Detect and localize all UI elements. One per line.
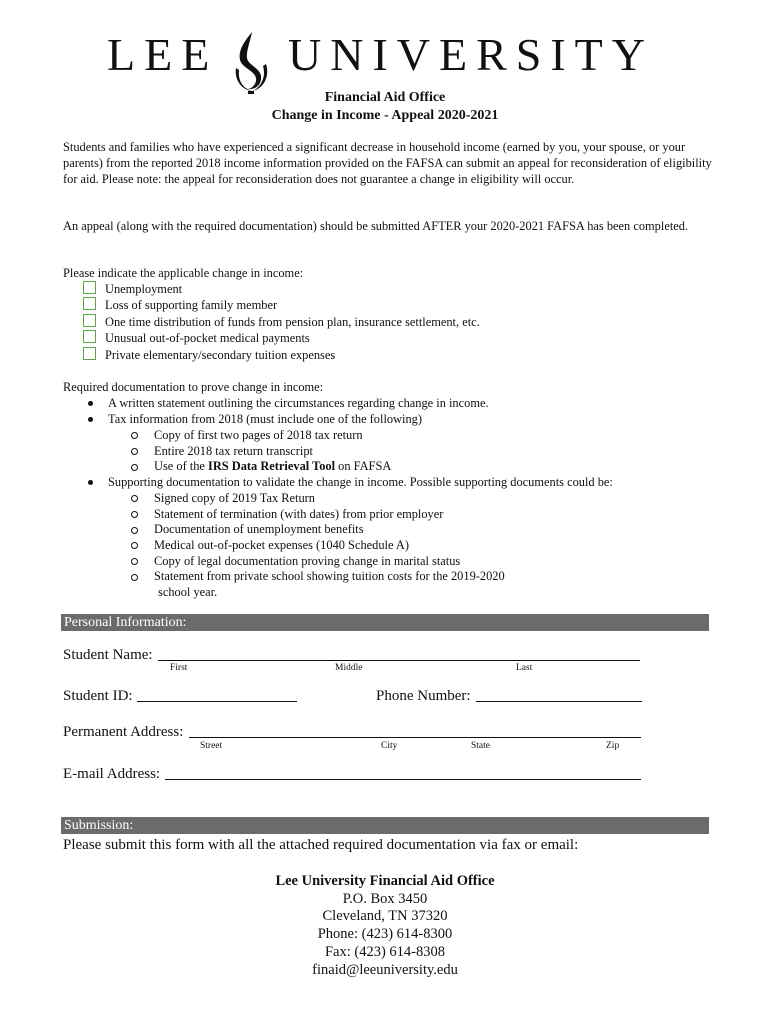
email-label: E-mail Address: bbox=[63, 766, 161, 782]
sub-bullet-icon bbox=[131, 574, 138, 581]
personal-info-heading: Personal Information: bbox=[61, 614, 709, 631]
student-name-label: Student Name: bbox=[63, 647, 153, 663]
tax-item bbox=[154, 458, 391, 474]
checkbox[interactable] bbox=[83, 330, 96, 343]
irs-tool-name: IRS Data Retrieval Tool bbox=[208, 459, 336, 473]
sub-bullet-icon bbox=[131, 448, 138, 455]
last-name-caption: Last bbox=[516, 663, 533, 673]
city-caption: City bbox=[381, 741, 398, 751]
office-email[interactable]: finaid@leeuniversity.edu bbox=[312, 962, 458, 978]
phone-number-label: Phone Number: bbox=[376, 688, 471, 704]
required-item: A written statement outlining the circumstances regarding change in income. bbox=[108, 396, 489, 410]
sub-bullet-icon bbox=[131, 558, 138, 565]
phone-number-field[interactable] bbox=[476, 701, 642, 702]
support-item-continued: school year. bbox=[158, 585, 218, 599]
student-name-field[interactable] bbox=[158, 660, 640, 661]
checkbox[interactable] bbox=[83, 314, 96, 327]
tax-item: Entire 2018 tax return transcript bbox=[154, 444, 313, 458]
intro-paragraph: Students and families who have experienced a significant decrease in household income (earned by you, your spouse, or your parents) from the reported 2018 income information provided on the FAFSA can submit an appeal for reconsideration of eligibility for aid. Please note: the appeal for reconsideration does not guarantee a change in eligibility will occur. bbox=[63, 140, 712, 186]
support-item: Documentation of unemployment benefits bbox=[154, 522, 364, 536]
change-option[interactable] bbox=[83, 314, 480, 330]
office-city-state: Cleveland, TN 37320 bbox=[322, 908, 448, 924]
logo-text-university: UNIVERSITY bbox=[288, 29, 654, 80]
office-phone: Phone: (423) 614-8300 bbox=[317, 926, 453, 942]
tax-item-text: on FAFSA bbox=[335, 459, 392, 473]
support-item: Statement from private school showing tuition costs for the 2019-2020 bbox=[154, 569, 505, 583]
sub-bullet-icon bbox=[131, 511, 138, 518]
checkbox[interactable] bbox=[83, 281, 96, 294]
change-option-label: Loss of supporting family member bbox=[105, 298, 278, 312]
submission-heading: Submission: bbox=[61, 817, 709, 834]
permanent-address-label: Permanent Address: bbox=[63, 724, 184, 740]
support-item: Medical out-of-pocket expenses (1040 Schedule A) bbox=[154, 538, 409, 552]
office-fax: Fax: (423) 614-8308 bbox=[324, 944, 445, 960]
required-item: Supporting documentation to validate the change in income. Possible supporting documents could be: bbox=[108, 475, 613, 489]
change-option[interactable] bbox=[83, 297, 277, 313]
change-option[interactable] bbox=[83, 347, 335, 363]
submission-instruction: Please submit this form with all the attached required documentation via fax or email: bbox=[63, 837, 579, 853]
tax-item: Copy of first two pages of 2018 tax return bbox=[154, 428, 363, 442]
office-title: Financial Aid Office bbox=[324, 90, 446, 105]
changes-prompt: Please indicate the applicable change in income: bbox=[63, 266, 304, 280]
first-name-caption: First bbox=[170, 663, 188, 673]
change-option[interactable] bbox=[83, 330, 310, 346]
student-id-field[interactable] bbox=[137, 701, 297, 702]
student-id-label: Student ID: bbox=[63, 688, 133, 704]
deadline-paragraph: An appeal (along with the required documentation) should be submitted AFTER your 2020-2021 FAFSA has been completed. bbox=[63, 219, 689, 233]
sub-bullet-icon bbox=[131, 495, 138, 502]
office-name: Lee University Financial Aid Office bbox=[275, 873, 495, 889]
change-option-label: Unemployment bbox=[105, 282, 183, 296]
zip-caption: Zip bbox=[606, 741, 620, 751]
tax-item-text: Use of the bbox=[154, 459, 209, 473]
checkbox[interactable] bbox=[83, 297, 96, 310]
sub-bullet-icon bbox=[131, 527, 138, 534]
bullet-icon bbox=[88, 401, 93, 406]
change-option[interactable] bbox=[83, 281, 182, 297]
form-title: Change in Income - Appeal 2020-2021 bbox=[271, 108, 499, 123]
flame-icon bbox=[226, 28, 276, 98]
middle-name-caption: Middle bbox=[335, 663, 363, 673]
sub-bullet-icon bbox=[131, 464, 138, 471]
required-docs-title: Required documentation to prove change in income: bbox=[63, 380, 324, 394]
sub-bullet-icon bbox=[131, 542, 138, 549]
sub-bullet-icon bbox=[131, 432, 138, 439]
change-option-label: Private elementary/secondary tuition expenses bbox=[105, 348, 336, 362]
office-po-box: P.O. Box 3450 bbox=[342, 891, 428, 907]
support-item: Signed copy of 2019 Tax Return bbox=[154, 491, 315, 505]
support-item: Statement of termination (with dates) from prior employer bbox=[154, 507, 444, 521]
university-logo bbox=[0, 14, 770, 94]
logo-text-lee: LEE bbox=[107, 29, 219, 80]
support-item: Copy of legal documentation proving change in marital status bbox=[154, 554, 461, 568]
bullet-icon bbox=[88, 480, 93, 485]
required-item: Tax information from 2018 (must include one of the following) bbox=[108, 412, 422, 426]
change-option-label: Unusual out-of-pocket medical payments bbox=[105, 331, 310, 345]
email-field[interactable] bbox=[165, 779, 641, 780]
street-caption: Street bbox=[200, 741, 223, 751]
permanent-address-field[interactable] bbox=[189, 737, 641, 738]
bullet-icon bbox=[88, 417, 93, 422]
state-caption: State bbox=[471, 741, 490, 751]
checkbox[interactable] bbox=[83, 347, 96, 360]
change-option-label: One time distribution of funds from pension plan, insurance settlement, etc. bbox=[105, 315, 480, 329]
